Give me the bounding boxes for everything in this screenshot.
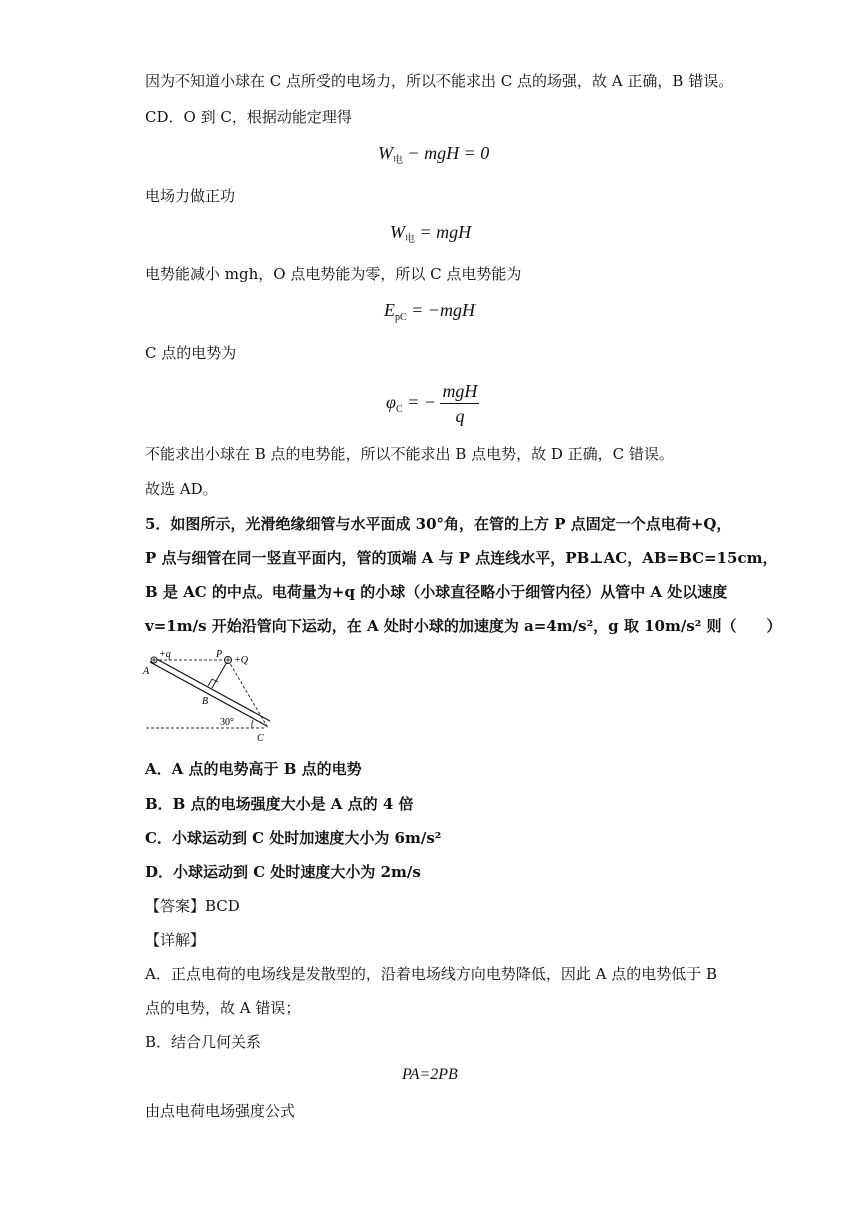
answer-line: 【答案】BCD xyxy=(145,897,240,915)
text-line: 不能求出小球在 B 点的电势能，所以不能求出 B 点电势，故 D 正确，C 错误。 xyxy=(145,445,674,463)
fraction: $\frac{\text{mgH}}{q}$ xyxy=(442,381,478,426)
label-a: A xyxy=(143,666,150,677)
option-d: D．小球运动到 C 处时速度大小为 2m/s xyxy=(145,863,421,881)
text-line: CD．O 到 C，根据动能定理得 xyxy=(145,108,352,126)
physics-diagram xyxy=(140,648,280,744)
text-line: 故选 AD。 xyxy=(145,480,218,498)
equation-work-energy: $W_电$ − mgH = 0 xyxy=(378,143,490,166)
equation-geometry: PA=2PB xyxy=(402,1066,458,1083)
label-plus-big-q: +Q xyxy=(234,655,248,666)
equation-field-work: $W_电$ = mgH xyxy=(390,222,472,245)
label-plus-q: +q xyxy=(159,649,171,660)
question-5-text: v=1m/s 开始沿管向下运动，在 A 处时小球的加速度为 a=4m/s²，g 取 10m/s² 则（ ） xyxy=(145,617,782,635)
text-line: 由点电荷电场强度公式 xyxy=(145,1102,296,1120)
text-line: 点的电势，故 A 错误； xyxy=(145,999,301,1017)
question-5-text: P 点与细管在同一竖直平面内，管的顶端 A 与 P 点连线水平，PB⊥AC，AB=BC=15cm， xyxy=(145,549,778,567)
label-b: B xyxy=(202,696,209,707)
text-line: A．正点电荷的电场线是发散型的，沿着电场线方向电势降低，因此 A 点的电势低于 B xyxy=(145,965,717,983)
label-c: C xyxy=(257,733,264,744)
text-line: 因为不知道小球在 C 点所受的电场力，所以不能求出 C 点的场强，故 A 正确，B 错误。 xyxy=(145,72,734,90)
equation-potential-energy: $E_{pC} = -mgH$ xyxy=(384,300,475,323)
text-line: B．结合几何关系 xyxy=(145,1033,262,1051)
text-line: 电势能减小 mgh，O 点电势能为零，所以 C 点电势能为 xyxy=(145,265,522,283)
option-c: C．小球运动到 C 处时加速度大小为 6m/s² xyxy=(145,829,442,847)
label-angle: 30° xyxy=(220,717,234,728)
text-line: 电场力做正功 xyxy=(145,187,236,205)
question-5-text: B 是 AC 的中点。电荷量为+q 的小球（小球直径略小于细管内径）从管中 A 处以速度 xyxy=(145,583,728,601)
option-a: A．A 点的电势高于 B 点的电势 xyxy=(145,760,362,778)
option-b: B．B 点的电场强度大小是 A 点的 4 倍 xyxy=(145,795,414,813)
question-5-text: 5．如图所示，光滑绝缘细管与水平面成 30°角，在管的上方 P 点固定一个点电荷+Q， xyxy=(145,515,732,533)
label-p: P xyxy=(216,649,223,660)
text-line: C 点的电势为 xyxy=(145,344,237,362)
detail-heading: 【详解】 xyxy=(145,931,206,949)
equation-potential: $\varphi_C$ = − $\frac{\text{mgH}}{q}$ xyxy=(386,381,478,426)
